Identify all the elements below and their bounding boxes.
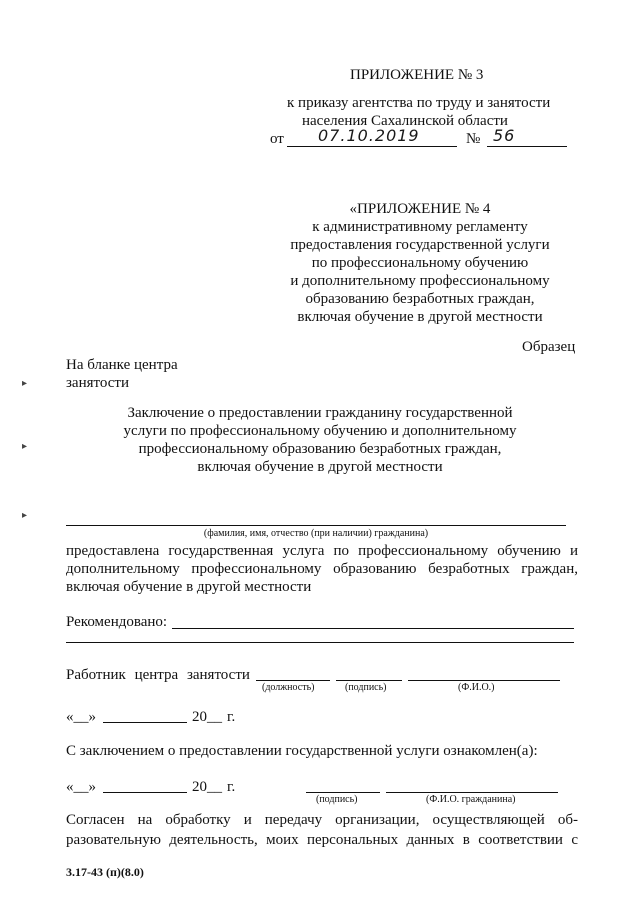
letterhead-line2: занятости xyxy=(66,375,129,391)
sample-label: Образец xyxy=(522,339,576,355)
number-underline xyxy=(487,146,567,147)
date-month-line xyxy=(103,722,187,723)
margin-mark: ▸ xyxy=(22,510,28,521)
appendix4-line: к административному регламенту xyxy=(312,219,528,235)
recommended-label: Рекомендовано: xyxy=(66,614,168,630)
date-day: «__» xyxy=(66,709,96,725)
letterhead-line1: На бланке центра xyxy=(66,357,178,373)
provided-line: дополнительному профессиональному образованию безработных граждан, xyxy=(66,561,578,577)
date-year-2: 20__ xyxy=(192,779,222,795)
citizen-signature-line xyxy=(306,792,380,793)
conclusion-title xyxy=(90,404,550,476)
date-year: 20__ xyxy=(192,709,222,725)
footer-code: 3.17-43 (п)(8.0) xyxy=(66,865,144,879)
handwritten-date: 07.10.2019 xyxy=(318,126,420,145)
provided-line: предоставлена государственная услуга по профессиональному обучению и xyxy=(66,543,578,559)
margin-mark: ▸ xyxy=(22,378,28,389)
citizen-name-line xyxy=(66,525,566,526)
margin-mark: ▸ xyxy=(22,441,28,452)
appendix3-line2: населения Сахалинской области xyxy=(302,113,508,129)
conclusion-title-line: услуги по профессиональному обучению и дополнительному xyxy=(123,423,517,439)
name-caption: (Ф.И.О.) xyxy=(458,682,495,693)
citizen-signature-caption: (подпись) xyxy=(316,794,358,805)
signature-line xyxy=(336,680,402,681)
employee-label: Работник центра занятости xyxy=(66,667,250,683)
recommended-line-2 xyxy=(66,642,574,643)
appendix4-line: образованию безработных граждан, xyxy=(305,291,535,307)
appendix4-line: по профессиональному обучению xyxy=(311,255,529,271)
acquainted-label: С заключением о предоставлении государственной услуги ознакомлен(а): xyxy=(66,743,538,759)
date-year-suffix: г. xyxy=(227,709,236,725)
appendix4-title: «ПРИЛОЖЕНИЕ № 4 xyxy=(349,201,491,217)
date-underline xyxy=(287,146,457,147)
conclusion-title-line: включая обучение в другой местности xyxy=(197,459,443,475)
appendix4-block xyxy=(270,200,570,326)
date-day-2: «__» xyxy=(66,779,96,795)
appendix3-title: ПРИЛОЖЕНИЕ № 3 xyxy=(350,67,484,83)
provided-line: включая обучение в другой местности xyxy=(66,579,312,595)
provided-paragraph xyxy=(66,542,578,596)
citizen-name-line-2 xyxy=(386,792,558,793)
citizen-name-caption-2: (Ф.И.О. гражданина) xyxy=(426,794,516,805)
position-caption: (должность) xyxy=(262,682,315,693)
handwritten-number: 56 xyxy=(493,126,516,145)
consent-line: разовательную деятельность, моих персональных данных в соответствии с xyxy=(66,832,578,848)
position-line xyxy=(256,680,330,681)
consent-line: Согласен на обработку и передачу организации, осуществляющей об- xyxy=(66,812,578,828)
date-year-suffix-2: г. xyxy=(227,779,236,795)
appendix4-line: включая обучение в другой местности xyxy=(297,309,543,325)
appendix4-line: предоставления государственной услуги xyxy=(290,237,550,253)
appendix3-line1: к приказу агентства по труду и занятости xyxy=(287,95,551,111)
number-label: № xyxy=(466,131,481,147)
date-month-line-2 xyxy=(103,792,187,793)
appendix4-line: и дополнительному профессиональному xyxy=(290,273,550,289)
consent-paragraph xyxy=(66,810,578,850)
signature-caption: (подпись) xyxy=(345,682,387,693)
citizen-name-caption: (фамилия, имя, отчество (при наличии) гражданина) xyxy=(203,528,429,539)
conclusion-title-line: Заключение о предоставлении гражданину государственной xyxy=(127,405,513,421)
from-label: от xyxy=(270,131,284,147)
conclusion-title-line: профессиональному образованию безработных граждан, xyxy=(138,441,502,457)
name-line xyxy=(408,680,560,681)
recommended-line-1 xyxy=(172,628,574,629)
